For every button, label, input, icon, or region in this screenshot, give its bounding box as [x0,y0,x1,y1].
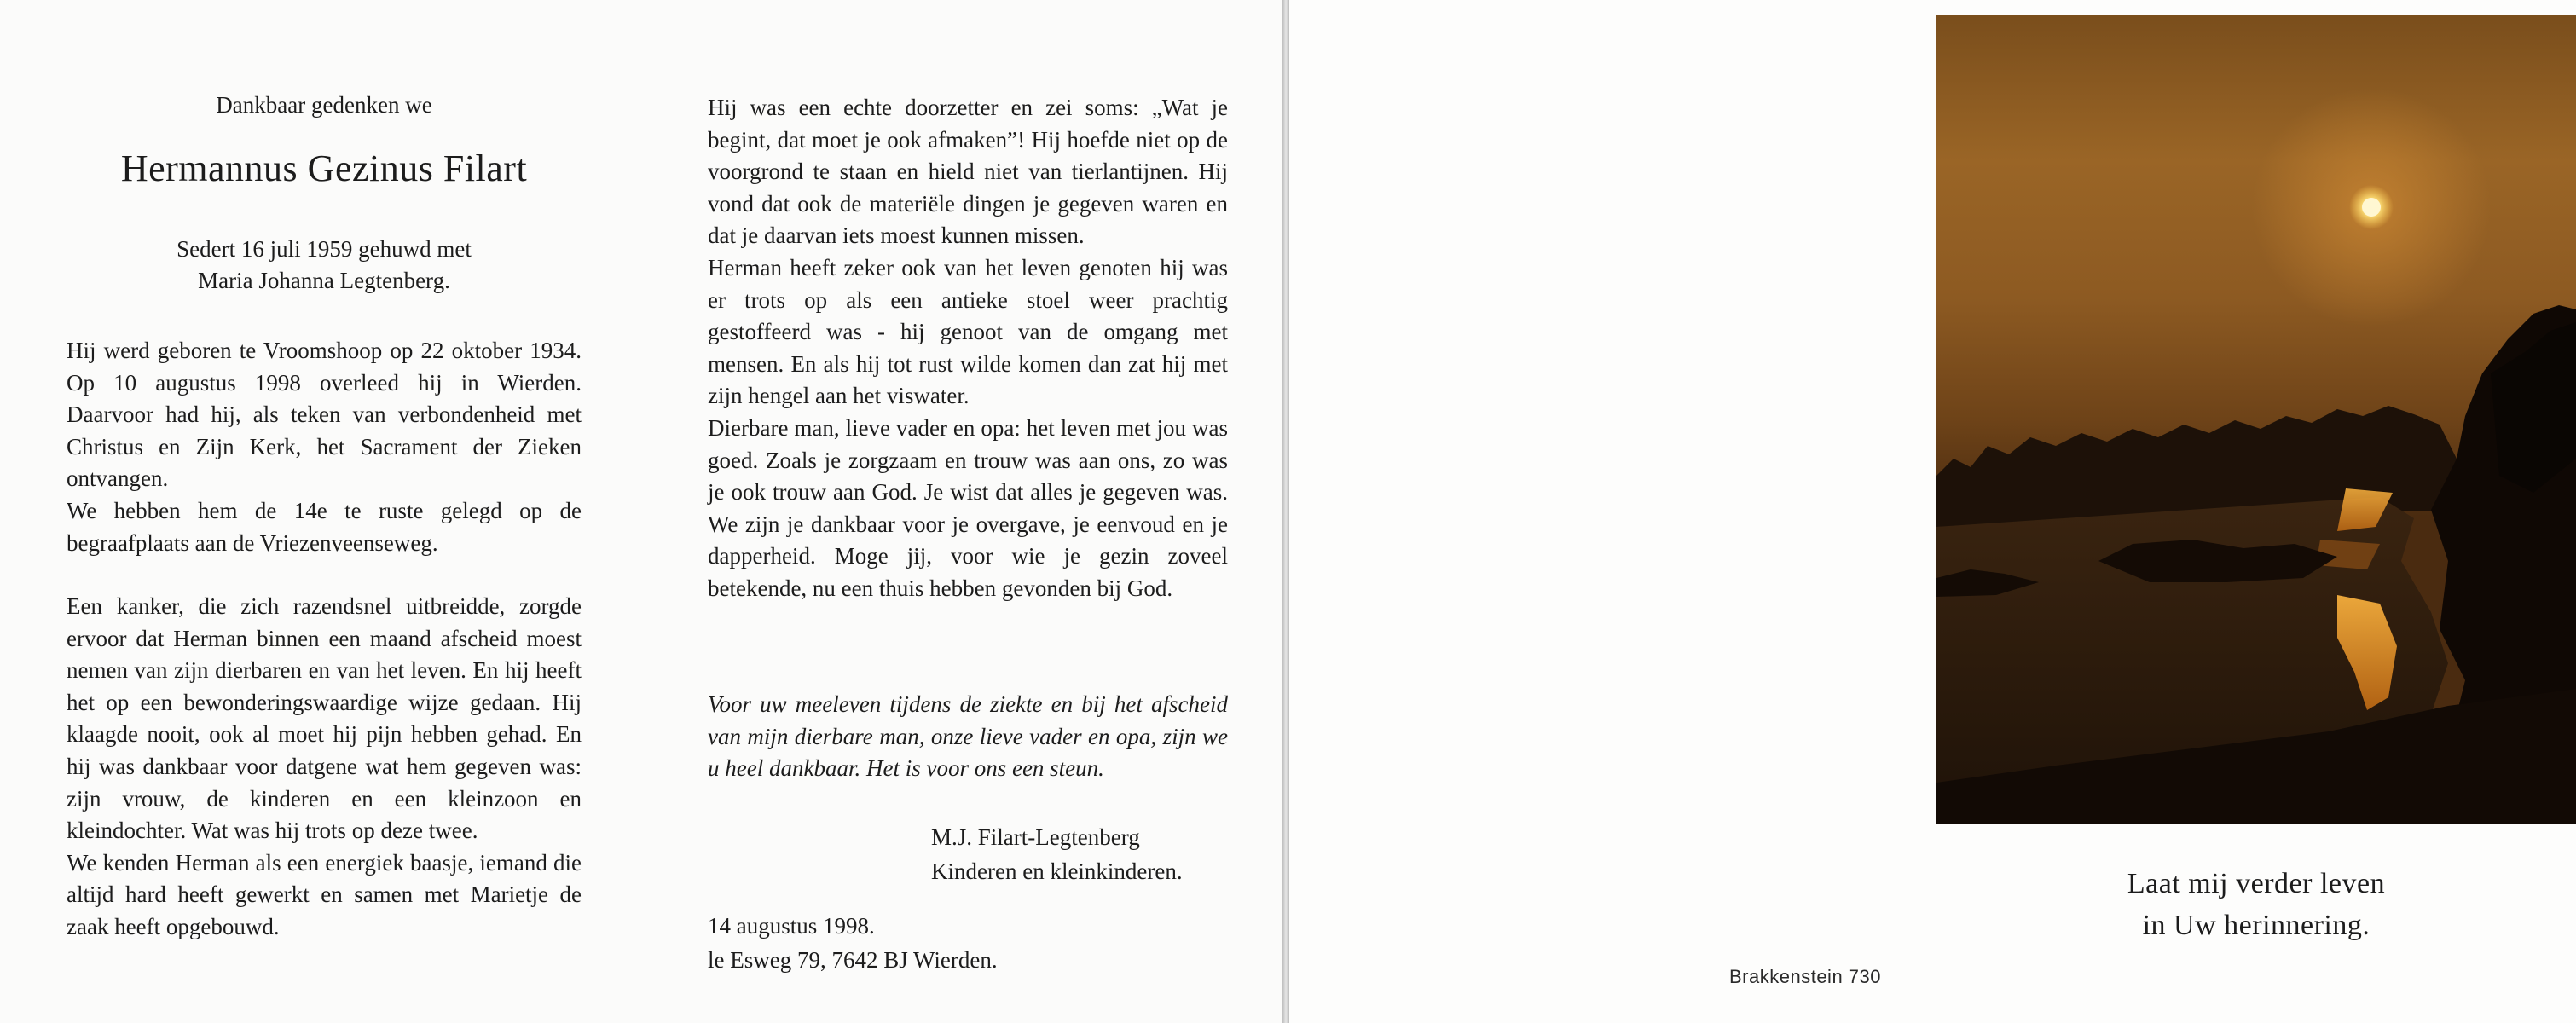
middle-page [708,0,1228,1023]
address-line: le Esweg 79, 7642 BJ Wierden. [708,947,998,973]
photo-caption [1936,863,2576,946]
sunset-river-photo [1936,15,2576,824]
text-line: Voor uw meeleven tijdens de ziekte en bij het afscheid van mijn dierbare man, onze lieve vader en opa, zijn we u heel dankbaar. Het is voor ons een steun. [708,691,1228,782]
card-gap [1282,0,1289,1023]
date-line: 14 augustus 1998. [708,913,875,939]
caption-line-2: in Uw herinnering. [2142,910,2370,941]
marriage-line-1: Sedert 16 juli 1959 gehuwd met [177,236,472,262]
marriage-info [67,234,582,297]
signature-family: Kinderen en kleinkinderen. [931,858,1183,884]
text-line: Hij werd geboren te Vroomshoop op 22 oktober 1934. Op 10 augustus 1998 overleed hij in Wierden. Daarvoor had hij, als teken van verbondenheid met Christus en Zijn Kerk, het Sacrament der Zieken ontvangen. [67,338,582,492]
signature-name: M.J. Filart-Legtenberg [931,824,1140,850]
date-address-block [708,909,998,977]
text-line: Herman heeft zeker ook van het leven genoten hij was er trots op als een antieke stoel weer prachtig gestoffeerd was - hij genoot van de omgang met mensen. En als hij tot rust wilde komen dan zat hij met zijn hengel aan het viswater. [708,254,1228,409]
deceased-name: Hermannus Gezinus Filart [120,147,528,189]
text-line: Dierbare man, lieve vader en opa: het leven met jou was goed. Zoals je zorgzaam en trouw was aan ons, zo was je ook trouw aan God. Je wist dat alles je gegeven was. We zijn je dankbaar voor je overgave, je eenvoud en je dapperheid. Moge jij, voor wie je gezin zoveel betekende, nu een thuis hebben gevonden bij God. [708,414,1228,601]
left-page [67,0,582,1023]
intro-line: Dankbaar gedenken we [216,92,432,118]
biography-paragraph-1 [67,335,582,559]
caption-line-1: Laat mij verder leven [2127,868,2386,899]
card-inner-spread [0,0,1282,1023]
marriage-line-2: Maria Johanna Legtenberg. [198,268,450,293]
text-line: We hebben hem de 14e te ruste gelegd op de begraafplaats aan de Vriezenveenseweg. [67,497,582,556]
text-line: We kenden Herman als een energiek baasje, iemand die altijd hard heeft gewerkt en samen met Marietje de zaak heeft opgebouwd. [67,849,582,939]
biography-paragraph-3 [708,92,1228,605]
printer-mark: Brakkenstein 730 [1729,966,1881,987]
biography-paragraph-2 [67,591,582,944]
text-line: Hij was een echte doorzetter en zei soms: „Wat je begint, dat moet je ook afmaken”! Hij hoefde niet op de voorgrond te staan en hield niet van tierlantijnen. Hij vond dat ook de materiële dingen je gegeven waren en dat je daarvan iets moest kunnen missen. [708,95,1228,249]
signature-block [931,820,1183,888]
text-line: Een kanker, die zich razendsnel uitbreidde, zorgde ervoor dat Herman binnen een maand afscheid moest nemen van zijn dierbaren en van het leven. En hij heeft het op een bewonderingswaardige wijze gedaan. Hij klaagde nooit, ook al moet hij pijn hebben gehad. En hij was dankbaar voor datgene wat hem gegeven was: zijn vrouw, de kinderen en een kleinzoon en kleindochter. Wat was hij trots op deze twee. [67,593,582,844]
thank-you-note [708,689,1228,785]
